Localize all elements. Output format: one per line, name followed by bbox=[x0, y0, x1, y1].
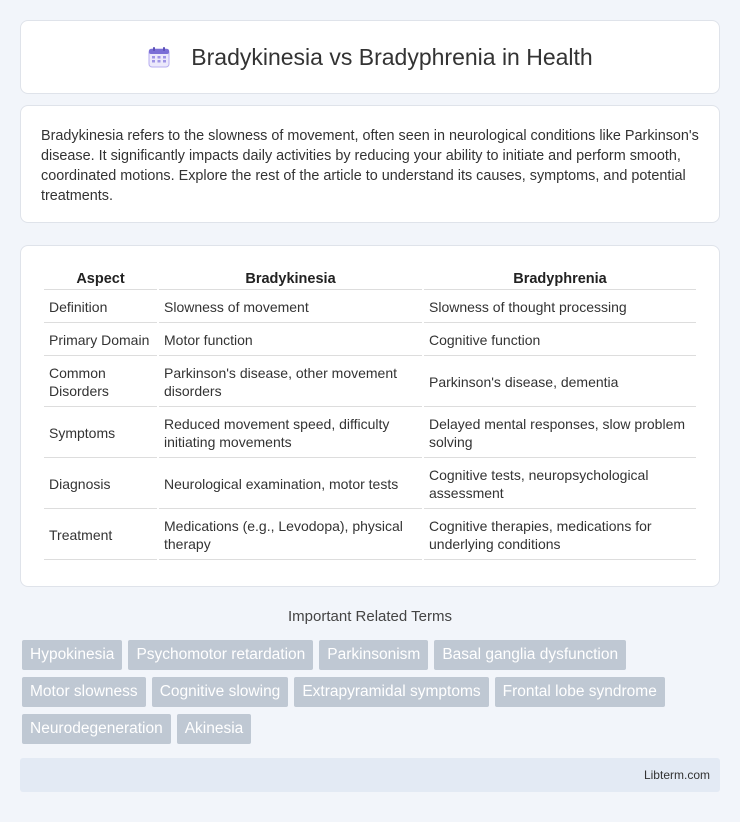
comparison-table-card bbox=[20, 245, 720, 587]
calendar-icon bbox=[147, 45, 171, 69]
table-row bbox=[44, 292, 696, 323]
table-cell: Cognitive therapies, medications for underlying conditions bbox=[424, 511, 696, 560]
table-header-row bbox=[44, 268, 696, 290]
table-cell: Reduced movement speed, difficulty initiating movements bbox=[159, 409, 422, 458]
table-cell: Cognitive function bbox=[424, 325, 696, 356]
page-title: Bradykinesia vs Bradyphrenia in Health bbox=[191, 43, 593, 70]
related-term-tag[interactable]: Frontal lobe syndrome bbox=[495, 677, 665, 707]
table-cell: Parkinson's disease, dementia bbox=[424, 358, 696, 407]
table-header: Bradyphrenia bbox=[424, 268, 696, 290]
related-terms-list bbox=[22, 640, 722, 744]
table-cell: Delayed mental responses, slow problem solving bbox=[424, 409, 696, 458]
related-term-tag[interactable]: Extrapyramidal symptoms bbox=[294, 677, 488, 707]
table-cell: Parkinson's disease, other movement disorders bbox=[159, 358, 422, 407]
table-cell: Cognitive tests, neuropsychological assessment bbox=[424, 460, 696, 509]
footer-site-link[interactable]: Libterm.com bbox=[643, 768, 710, 782]
table-cell: Definition bbox=[44, 292, 157, 323]
comparison-table bbox=[42, 266, 698, 562]
related-term-tag[interactable]: Motor slowness bbox=[22, 677, 146, 707]
table-cell: Neurological examination, motor tests bbox=[159, 460, 422, 509]
related-term-tag[interactable]: Basal ganglia dysfunction bbox=[434, 640, 626, 670]
table-cell: Primary Domain bbox=[44, 325, 157, 356]
table-cell: Symptoms bbox=[44, 409, 157, 458]
table-cell: Medications (e.g., Levodopa), physical therapy bbox=[159, 511, 422, 560]
table-cell: Slowness of thought processing bbox=[424, 292, 696, 323]
table-cell: Slowness of movement bbox=[159, 292, 422, 323]
title-card bbox=[20, 20, 720, 94]
related-term-tag[interactable]: Cognitive slowing bbox=[152, 677, 289, 707]
intro-card bbox=[20, 105, 720, 223]
table-row bbox=[44, 460, 696, 509]
table-row bbox=[44, 358, 696, 407]
table-cell: Motor function bbox=[159, 325, 422, 356]
intro-text: Bradykinesia refers to the slowness of movement, often seen in neurological conditions like Parkinson's disease. It significantly impacts daily activities by reducing your ability to initiate and perform smooth, coordinated motions. Explore the rest of the article to understand its causes, symptoms, and potential treatments. bbox=[41, 128, 699, 204]
related-term-tag[interactable]: Akinesia bbox=[177, 714, 252, 744]
related-term-tag[interactable]: Hypokinesia bbox=[22, 640, 122, 670]
footer bbox=[20, 758, 720, 792]
table-row bbox=[44, 325, 696, 356]
related-term-tag[interactable]: Psychomotor retardation bbox=[128, 640, 313, 670]
table-header: Aspect bbox=[44, 268, 157, 290]
related-term-tag[interactable]: Neurodegeneration bbox=[22, 714, 171, 744]
table-cell: Diagnosis bbox=[44, 460, 157, 509]
table-row bbox=[44, 511, 696, 560]
table-header: Bradykinesia bbox=[159, 268, 422, 290]
related-term-tag[interactable]: Parkinsonism bbox=[319, 640, 428, 670]
related-terms-title: Important Related Terms bbox=[288, 608, 452, 625]
table-row bbox=[44, 409, 696, 458]
table-cell: Treatment bbox=[44, 511, 157, 560]
table-cell: Common Disorders bbox=[44, 358, 157, 407]
